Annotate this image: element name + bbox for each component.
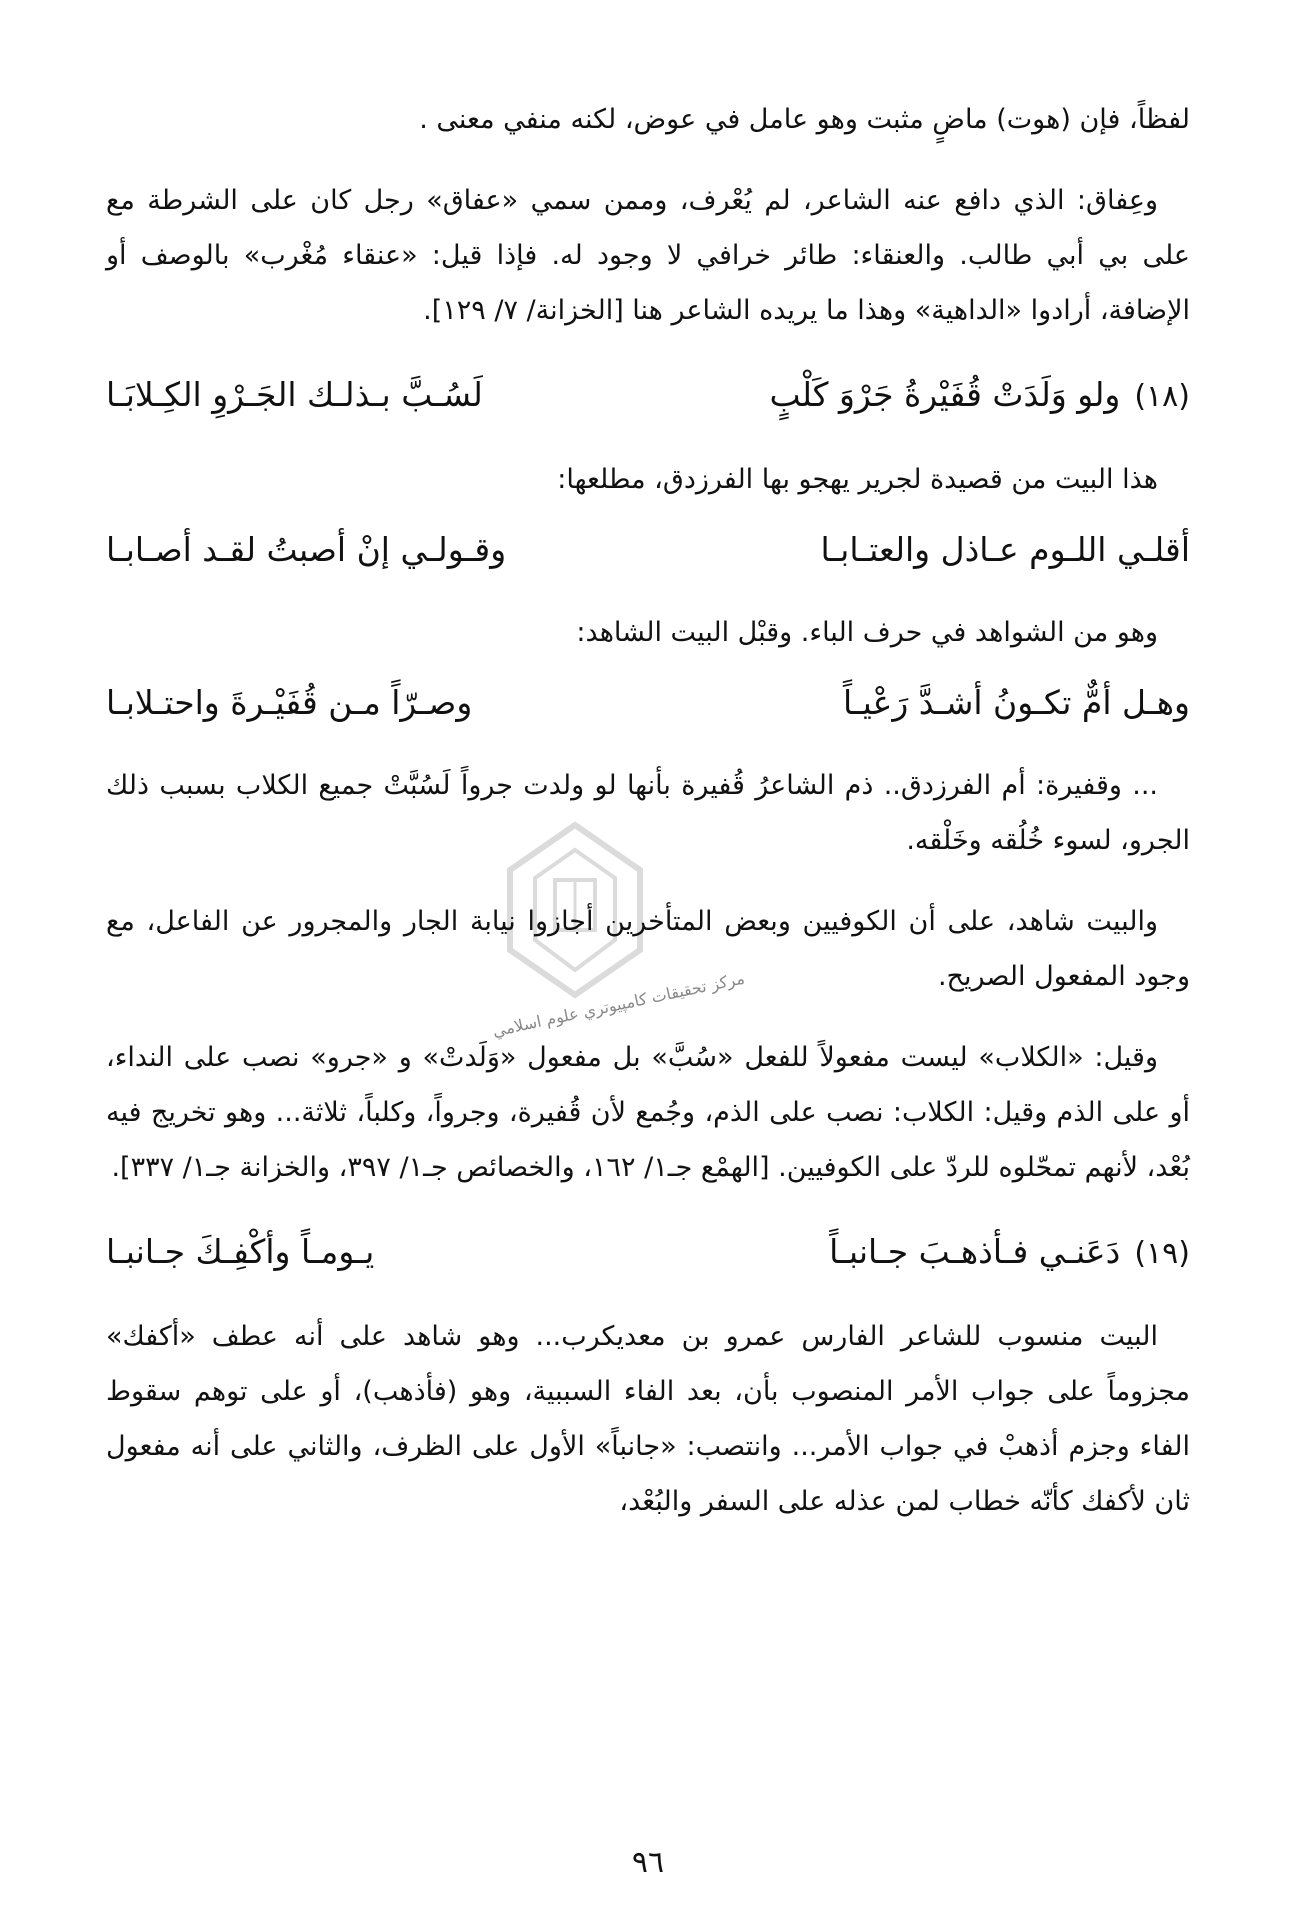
paragraph-8: البيت منسوب للشاعر الفارس عمرو بن معديكرب... وهو شاهد على أنه عطف «أكفك» مجزوماً على جواب الأمر المنصوب بأن، بعد الفاء السببية، وهو (فأذهب)، أو على توهم سقوط الفاء وجزم أذهبْ في جواب الأمر... وانتصب: «جانباً» الأول على الظرف، والثاني على أنه مفعول ثان لأكفك كأنّه خطاب لمن عذله على السفر والبُعْد، <box>106 1321 1190 1517</box>
verse-18-number: (١٨) <box>1134 379 1190 414</box>
verse-matla <box>106 519 1190 581</box>
main-text <box>106 92 1190 1555</box>
watermark-text: مركز تحقيقات كامپيوتري علوم اسلامي <box>490 968 747 1041</box>
verse-18 <box>106 364 1190 428</box>
verse-19-sadr-text: دَعَنـي فـأذهـبَ جـانبـاً <box>829 1232 1121 1271</box>
verse-18-second-hemistich: لَسُـبَّ بـذلـك الجَـرْوِ الكِـلابَـا <box>106 375 483 414</box>
verse-qabl <box>106 672 1190 734</box>
verse-qabl-second-hemistich: وصـرّاً مـن قُفَيْـرةَ واحتـلابـا <box>106 683 473 722</box>
verse-matla-second-hemistich: وقـولـي إنْ أصبتُ لقـد أصـابـا <box>106 530 507 569</box>
paragraph-6: والبيت شاهد، على أن الكوفيين وبعض المتأخرين أجازوا نيابة الجار والمجرور عن الفاعل، مع وجود المفعول الصريح. <box>106 906 1190 992</box>
paragraph-5: ... وقفيرة: أم الفرزدق.. ذم الشاعرُ قُفيرة بأنها لو ولدت جرواً لَسُبَّتْ جميع الكلاب بسبب ذلك الجرو، لسوء خُلُقه وخَلْقه. <box>106 770 1190 856</box>
verse-qabl-first-hemistich: وهـل أمٌّ تكـونُ أشـدَّ رَعْيـاً <box>842 683 1190 722</box>
verse-matla-first-hemistich: أقلـي اللـوم عـاذل والعتـابـا <box>820 530 1190 569</box>
paragraph-3: هذا البيت من قصيدة لجرير يهجو بها الفرزدق، مطلعها: <box>557 464 1158 495</box>
verse-18-sadr-text: ولو وَلَدَتْ قُفَيْرةُ جَرْوَ كَلْبٍ <box>769 375 1121 414</box>
verse-18-first-hemistich <box>769 364 1190 428</box>
verse-19-second-hemistich: يـومـاً وأكْفِـكَ جـانبـا <box>106 1232 375 1271</box>
paragraph-2: وعِفاق: الذي دافع عنه الشاعر، لم يُعْرف، وممن سمي «عفاق» رجل كان على الشرطة مع على بي أبي طالب. والعنقاء: طائر خرافي لا وجود له. فإذا قيل: «عنقاء مُغْرب» بالوصف أو الإضافة، أرادوا «الداهية» وهذا ما يريده الشاعر هنا [الخزانة/ ٧/ ١٢٩]. <box>106 185 1190 326</box>
verse-19-first-hemistich <box>829 1221 1190 1285</box>
paragraph-1: لفظاً، فإن (هوت) ماضٍ مثبت وهو عامل في عوض، لكنه منفي معنى . <box>419 104 1190 135</box>
paragraph-7: وقيل: «الكلاب» ليست مفعولاً للفعل «سُبَّ» بل مفعول «وَلَدتْ» و «جرو» نصب على النداء، أو على الذم وقيل: الكلاب: نصب على الذم، وجُمع لأن قُفيرة، وجرواً، وكلباً، ثلاثة... وهو تخريج فيه بُعْد، لأنهم تمحّلوه للردّ على الكوفيين. [الهمْع جـ١/ ١٦٢، والخصائص جـ١/ ٣٩٧، والخزانة جـ١/ ٣٣٧]. <box>106 1042 1190 1183</box>
page-number: ٩٦ <box>631 1845 665 1880</box>
verse-19 <box>106 1221 1190 1285</box>
verse-19-number: (١٩) <box>1134 1236 1190 1271</box>
paragraph-4: وهو من الشواهد في حرف الباء. وقبْل البيت الشاهد: <box>576 617 1158 648</box>
